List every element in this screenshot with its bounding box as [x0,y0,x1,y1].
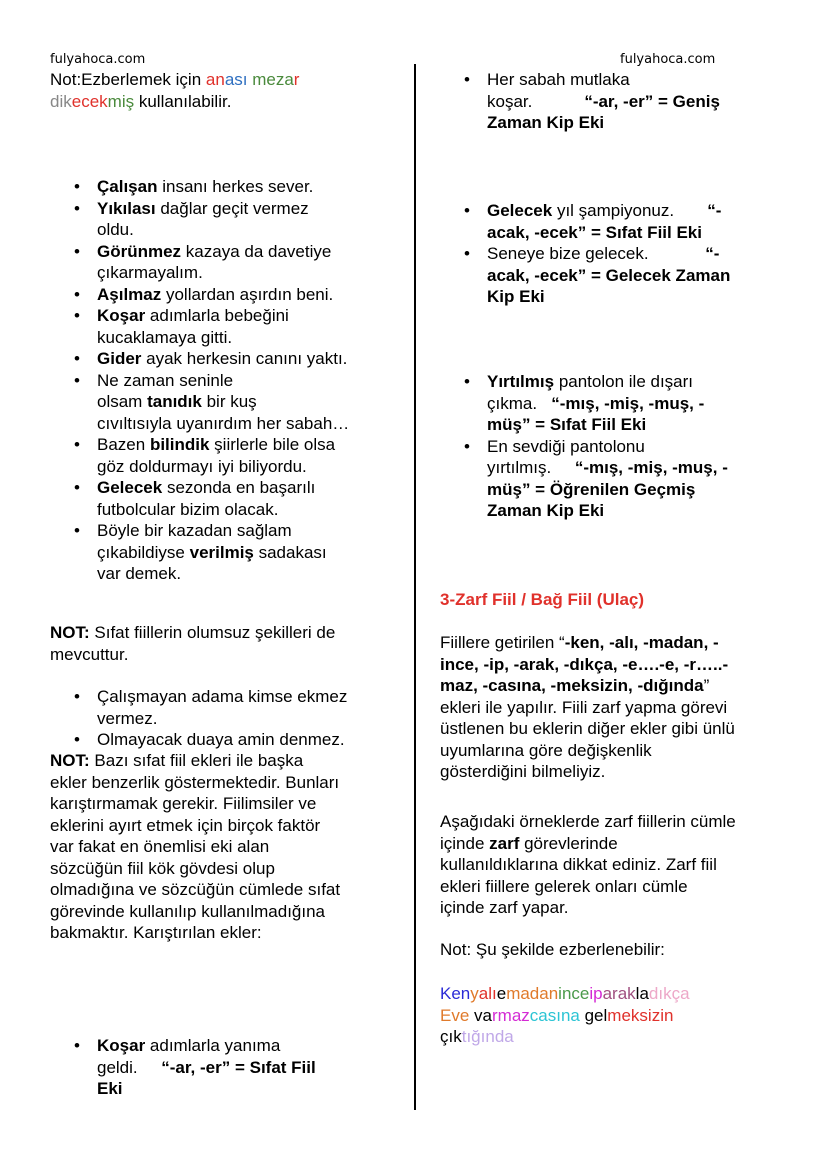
text-segment: “-mış, -miş, -muş, - müş” = Sıfat Fiil Eki [487,393,705,434]
text-segment: e [459,1005,470,1025]
text-segment: ası [224,70,253,89]
text-segment: Aşılmaz [97,284,162,304]
text-segment: rmaz [492,1005,530,1025]
column-divider [414,64,416,1110]
text-segment: Bazı sıfat fiil ekleri ile başka ekler benzerlik göstermektedir. Bunları karıştırmamak gerekir. Fiilimsiler ve eklerini ayırt etmek için birçok faktör var fakat en önemlisi eki alan sözcüğün fiil kök gövdesi olup olmadığına ve sözcüğün cümlede sıfat görevinde kullanılıp kullanılmadığına bakmaktır. Karıştırılan ekler: [50,751,341,942]
text-segment: yollardan aşırdın beni. [161,284,334,304]
list-item [50,241,400,284]
text-segment: “-ar, -er” = Geniş Zaman Kip Eki [487,91,720,132]
text-segment: Görünmez [97,241,182,261]
text-segment: Koşar [97,1036,146,1055]
text-segment: Yırtılmış [487,372,555,391]
text-segment: la [635,984,649,1003]
text-segment: “-ar, -er” = Sıfat Fiil Eki [97,1057,316,1098]
memorize-note-2 [440,939,785,961]
text-segment: Böyle bir kazadan sağlam çıkabildiyse [97,521,292,562]
text-segment: meksizin [607,1005,674,1025]
right-list-3 [440,371,785,522]
text-segment: Gelecek [487,201,553,220]
text-segment: görevlerinde kullanıldıklarına dikkat ediniz. Zarf fiil ekleri fiillere gelerek onları cümle içinde zarf yapar. [440,833,717,917]
list-item [50,176,400,198]
example-list-3 [50,1035,400,1100]
text-segment: r [293,70,300,89]
text-segment: Ne zaman seninle olsam [97,370,234,411]
text-segment: kazaya da davetiye çıkarmayalım. [97,241,332,282]
note-negative [50,622,400,665]
list-item [50,434,400,477]
text-segment: “-mış, -miş, -muş, - müş” = Öğrenilen Geçmiş Zaman Kip Eki [487,458,728,520]
site-header-right: fulyahoca.com [620,52,716,67]
text-segment: bir kuş cıvıltısıyla uyanırdım her sabah… [97,392,350,433]
text-segment: ecek [71,91,108,111]
text-segment: casına [529,1005,580,1025]
list-item [440,69,785,134]
text-segment: Gider [97,349,142,368]
text-segment: tanıdık [147,392,202,411]
text-segment: meza [252,70,294,89]
text-segment: zarf [489,833,520,853]
text-segment: dik [50,91,72,111]
text-segment: bilindik [149,435,210,454]
list-item [50,348,400,370]
text-segment: pantolon ile dışarı çıkma. [487,372,694,413]
text-segment: şiirlerle bile olsa göz doldurmayı iyi biliyordu. [97,435,336,476]
text-segment: NOT: [50,623,90,642]
text-segment: verilmiş [189,542,254,562]
text-segment: kullanılabilir. [134,91,232,111]
text-segment: y [470,984,479,1003]
list-item [440,243,785,308]
text-segment: yıl şampiyonuz. [552,201,708,220]
text-segment: adımlarla bebeğini kucaklamaya gitti. [97,306,289,347]
text-segment: Ev [440,1005,460,1025]
text-segment: “- acak, -ecek” = Sıfat Fiil Eki [487,201,722,242]
site-header-left: fulyahoca.com [50,52,146,67]
text-segment: Yıkılası [97,198,156,218]
text-segment: sezonda en başarılı futbolcular bizim olacak. [97,478,316,519]
text-segment: alı [478,984,497,1003]
text-segment: Sıfat fiillerin olumsuz şekilleri de mevcuttur. [50,623,336,664]
list-item [50,370,400,435]
text-segment: Çalışan [97,177,158,196]
note-similar-suffixes [50,750,400,944]
example-list-1 [50,176,400,585]
mnemonic-text [440,983,785,1048]
text-segment: dıkça [648,984,690,1003]
list-item [50,1035,400,1100]
text-segment: ip [589,984,603,1003]
text-segment: Her sabah mutlaka koşar. [487,70,630,111]
text-segment: Olmayacak duaya amin denmez. [97,730,345,749]
text-segment: Ken [440,984,471,1003]
text-segment: sadakası var demek. [97,542,327,583]
text-segment: Not:Ezberlemek için [50,70,206,89]
examples-paragraph [440,811,785,919]
example-list-2 [50,686,400,751]
text-segment: ayak herkesin canını yaktı. [141,349,348,368]
text-segment: va [469,1005,492,1025]
text-segment: gel [579,1005,608,1025]
list-item [50,477,400,520]
right-list-2 [440,200,785,308]
text-segment: Koşar [97,306,146,325]
list-item [440,436,785,522]
text-segment: Not: Şu şekilde ezberlenebilir: [440,940,665,959]
text-segment: -ken, -alı, -madan, - ince, -ip, -arak, -dıkça, -e….-e, -r…..- maz, -casına, -meksizin, -dığında [440,633,729,695]
text-segment: ince [558,984,590,1003]
list-item [50,520,400,585]
list-item [440,371,785,436]
list-item [440,200,785,243]
right-list-1 [440,69,785,134]
list-item [50,686,400,729]
list-item [50,729,400,751]
text-segment: insanı herkes sever. [157,177,314,196]
text-segment: dağlar geçit vermez oldu. [97,198,309,239]
text-segment: an [205,70,225,89]
text-segment: madan [506,984,559,1003]
list-item [50,284,400,306]
text-segment: Seneye bize gelecek. [487,244,706,263]
text-segment: miş [107,91,135,111]
text-segment: “- acak, -ecek” = Gelecek Zaman Kip Eki [487,244,731,306]
section-heading: 3-Zarf Fiil / Bağ Fiil (Ulaç) [440,590,645,609]
zarf-fiil-paragraph [440,632,785,783]
memorize-note [50,69,400,112]
text-segment: Fiillere getirilen “ [440,633,565,652]
list-item [50,198,400,241]
text-segment: NOT: [50,751,90,770]
text-segment: ” ekleri ile yapılır. Fiili zarf yapma görevi üstlenen bu eklerin diğer ekler gibi ünlü uyumlarına göre değişkenlik gösterdiğini bilmeliyiz. [440,676,735,781]
text-segment: çık [440,1027,462,1046]
text-segment: Gelecek [97,478,163,497]
text-segment: arak [602,984,636,1003]
text-segment: Aşağıdaki örneklerde zarf fiillerin cümle içinde [440,812,736,853]
text-segment: tığında [461,1027,514,1046]
text-segment: adımlarla yanıma geldi. [97,1036,281,1077]
text-segment: En sevdiği pantolonu yırtılmış. [487,436,645,477]
list-item [50,305,400,348]
text-segment: Bazen [97,435,150,454]
text-segment: Çalışmayan adama kimse ekmez vermez. [97,687,348,728]
text-segment: e [496,984,507,1003]
